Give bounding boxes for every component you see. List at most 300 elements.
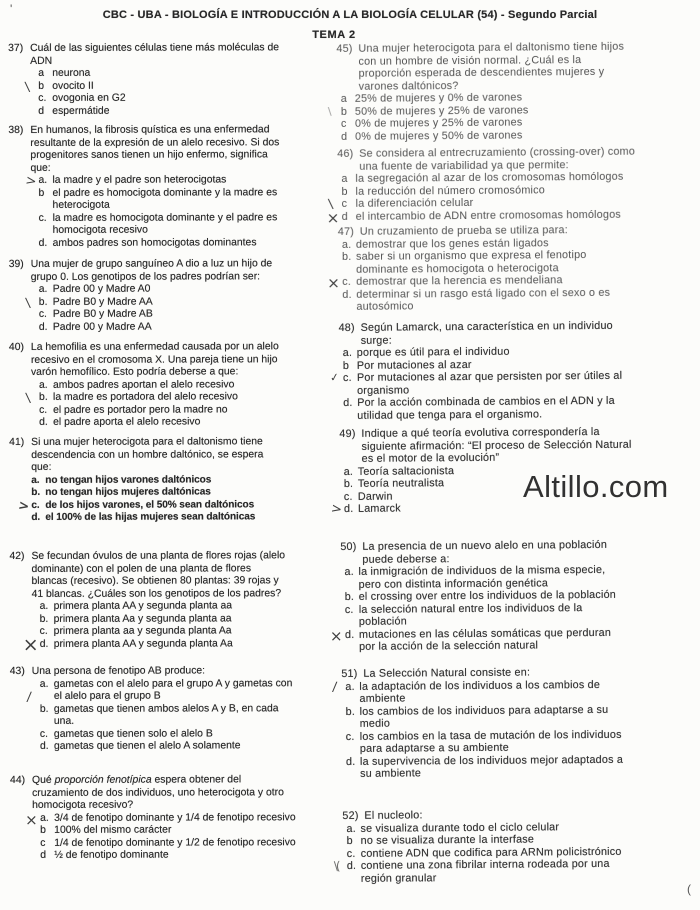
text-line: Si una mujer heterocigota para el daltonismo tiene [31, 436, 263, 448]
option-51-b [346, 703, 700, 731]
option-letter: b [342, 359, 350, 372]
options-list [329, 563, 700, 653]
option-letter: a [341, 172, 348, 185]
text-line: no tengan hijos mujeres daltónicas [45, 486, 211, 498]
option-letter: a. [345, 680, 355, 693]
question-number: 52) [342, 809, 359, 822]
text-line: los cambios en la tasa de mutación de los individuos [359, 728, 622, 743]
text-line: una. [53, 715, 75, 727]
text-line: blancas (recesivo). Se obtienen 80 plantas: 39 rojas y [31, 575, 279, 587]
text-line: homocigota recesivo? [32, 799, 134, 811]
text-line: por la acción de la selección natural [359, 639, 539, 653]
text-line: resultante de la expresión de un alelo recesivo. Si dos [30, 136, 280, 149]
text-line: Se considera al entrecruzamiento (crossing-over) como [359, 145, 636, 160]
option-letter: a [38, 67, 44, 79]
options-list [24, 283, 337, 334]
question-stem [30, 124, 336, 175]
altillo-watermark: Altillo.com [523, 469, 669, 504]
option-text [54, 678, 338, 704]
text-line: homocigota recesivo [52, 224, 148, 236]
handwritten-answer-mark: \( [333, 859, 339, 874]
handwritten-answer-mark: × [22, 633, 39, 656]
text-line [32, 774, 338, 787]
question-stem [359, 145, 699, 173]
question-46 [326, 145, 700, 227]
option-text [45, 511, 337, 524]
text-line: surge: [360, 334, 392, 347]
text-line: Según Lamarck, una característica en un individuo [360, 319, 613, 334]
text-line: Cuál de las siguientes células tiene más moléculas de [30, 42, 280, 54]
question-number: 42) [9, 550, 25, 562]
text-line: el 100% de las hijas mujeres sean daltónicas [45, 511, 256, 523]
text-line: Padre 00 y Madre AA [52, 321, 152, 333]
text-line: contiene ADN que codifica para ARNm policistrónico [360, 845, 622, 860]
option-letter: b. [341, 250, 352, 263]
question-stem [30, 42, 336, 68]
text-line: puede deberse a: [362, 552, 450, 566]
option-41-c [17, 497, 337, 515]
question-44 [10, 774, 338, 862]
handwritten-answer-mark: \ [24, 79, 31, 95]
question-41 [9, 436, 337, 524]
option-44-a [25, 810, 338, 829]
text-line: la diferenciación celular [355, 196, 474, 210]
handwritten-answer-mark: \ [327, 104, 332, 118]
text-line: ovogonia en G2 [52, 92, 126, 104]
option-text [45, 486, 337, 499]
question-number: 51) [341, 667, 358, 680]
italic-text: proporción fenotípica [54, 774, 152, 786]
questions-column-left [8, 0, 341, 910]
option-40-d [39, 416, 337, 429]
question-47 [327, 223, 700, 313]
option-letter: b. [31, 486, 41, 498]
exam-subtitle: TEMA 2 [312, 29, 356, 41]
option-text [357, 369, 700, 397]
option-text [53, 379, 337, 392]
option-text [54, 638, 338, 651]
option-44-d [40, 849, 338, 862]
text-line: ADN [30, 55, 53, 67]
option-text [52, 105, 336, 118]
option-44-c [40, 837, 338, 850]
option-47-d [342, 286, 700, 314]
option-text [360, 703, 700, 731]
text-line: 1/4 de fenotipo dominante y 1/2 de fenotipo recesivo [54, 836, 296, 849]
option-text [53, 416, 337, 429]
text-line: cruzamiento de dos individuos, uno heterocigota y otro [32, 786, 284, 799]
option-text [52, 174, 336, 187]
option-letter: c. [31, 499, 40, 511]
text-line: gametas que tienen el alelo A solamente [53, 740, 241, 752]
option-letter: c. [342, 275, 352, 288]
text-line: progenitores sanos tienen un hijo enfermo, significa [30, 149, 268, 161]
option-45-d [341, 128, 699, 143]
text-line: medio [359, 717, 391, 730]
options-list [331, 678, 700, 781]
handwritten-answer-mark: / [331, 679, 338, 695]
text-segment: Qué [32, 774, 55, 786]
question-number: 45) [336, 42, 353, 55]
option-letter: b [346, 834, 353, 847]
question-row [9, 341, 337, 379]
option-text [52, 67, 336, 80]
text-line: primera planta AA y segunda planta Aa [53, 637, 233, 650]
option-letter: a. [31, 474, 40, 486]
option-text [52, 80, 336, 93]
text-line: neurona [52, 67, 91, 79]
text-line: Por mutaciones al azar que persisten por ser útiles al [356, 369, 623, 384]
option-letter: a [340, 92, 348, 105]
option-text [53, 283, 337, 296]
text-line: no se visualiza durante la interfase [360, 833, 535, 847]
option-letter: b. [38, 296, 48, 308]
option-48-c [329, 369, 700, 397]
options-list [333, 820, 700, 885]
option-letter: d. [39, 740, 49, 752]
handwritten-answer-mark: × [25, 810, 38, 829]
option-50-a [344, 563, 700, 591]
question-stem [31, 436, 337, 474]
option-37-d [38, 105, 336, 118]
option-text [356, 286, 700, 314]
question-number: 47) [337, 225, 355, 238]
handwritten-answer-mark: > [24, 173, 38, 190]
text-line: Lamarck [357, 502, 401, 515]
handwritten-answer-mark: × [329, 626, 343, 645]
option-letter: b [38, 187, 45, 199]
text-line: 41 blancas. ¿Cuáles son los genotipos de los padres? [31, 587, 282, 600]
option-letter: c. [344, 603, 354, 616]
option-38-d [39, 237, 337, 250]
text-line: ambos padres aportan el alelo recesivo [52, 378, 235, 391]
option-text [360, 753, 700, 781]
text-line: el alelo para el grupo B [53, 690, 161, 702]
question-stem [362, 538, 700, 566]
options-list [25, 810, 338, 863]
scan-artifact: ' [10, 2, 13, 16]
option-42-b [40, 613, 338, 626]
text-line: Se fecundan óvulos de una planta de flores rojas (alelo [31, 550, 286, 562]
option-38-a [24, 173, 336, 190]
option-letter: c [40, 837, 46, 849]
option-42-d [22, 633, 338, 656]
text-line: El nucleolo: [364, 809, 423, 822]
question-stem [361, 319, 700, 347]
option-52-d [333, 857, 700, 885]
option-text [357, 394, 700, 422]
option-letter: a. [39, 600, 49, 612]
option-text [356, 208, 700, 223]
options-list [24, 67, 336, 118]
question-row [337, 145, 699, 173]
option-text [54, 740, 338, 753]
option-40-c [39, 404, 337, 417]
option-43-d [40, 740, 338, 753]
option-43-a [26, 677, 338, 706]
text-line: para adaptarse a su ambiente [359, 741, 509, 755]
option-text [54, 613, 338, 626]
question-48 [329, 319, 700, 422]
option-39-c [39, 308, 337, 321]
handwritten-answer-mark: \ [327, 196, 335, 213]
option-text [53, 296, 337, 309]
text-line: que: [31, 461, 52, 473]
option-letter: b. [344, 590, 355, 603]
options-list [26, 677, 338, 754]
question-number: 49) [339, 427, 356, 440]
text-line: 100% del mismo carácter [54, 824, 172, 836]
options-list [327, 236, 700, 314]
option-50-d [329, 626, 700, 654]
text-line: La presencia de un nuevo alelo en una población [362, 538, 608, 553]
text-line: 0% de mujeres y 25% de varones [354, 116, 523, 130]
question-51 [331, 665, 700, 780]
question-39 [9, 258, 337, 334]
option-44-b [40, 824, 338, 837]
option-letter: d. [342, 288, 352, 301]
question-row [339, 319, 700, 347]
option-letter: b. [39, 613, 49, 625]
text-line: Por la acción combinada de cambios en el ADN y la [357, 394, 615, 409]
option-letter: d [341, 130, 348, 143]
question-40 [9, 341, 337, 429]
option-letter: d. [345, 755, 356, 768]
option-text [54, 625, 338, 638]
option-letter: d. [31, 511, 41, 523]
option-text [53, 391, 337, 404]
text-line: heterocigota [52, 199, 110, 211]
question-row [9, 258, 337, 284]
question-stem [32, 665, 338, 678]
text-line: Darwin [357, 490, 393, 503]
option-42-a [40, 600, 338, 613]
text-line: dominante es homocigota o heterocigota [356, 261, 559, 276]
option-letter: d [40, 849, 47, 861]
option-41-b [31, 486, 337, 499]
option-letter: c [340, 117, 347, 130]
text-line: grupo 0. Los genotipos de los padres podrían ser: [30, 270, 261, 283]
text-line: el padre es portador pero la madre no [53, 403, 228, 416]
text-line: varón hemofílico. Esto podría deberse a que: [30, 366, 239, 378]
question-row [9, 436, 337, 474]
option-letter: c. [38, 212, 47, 224]
option-text [355, 128, 699, 143]
question-number: 46) [337, 147, 354, 160]
question-number: 39) [8, 258, 24, 270]
text-line: Padre B0 y Madre AB [52, 308, 153, 320]
option-text [54, 824, 338, 837]
option-letter: d. [344, 628, 355, 641]
scan-artifact: ( [687, 882, 691, 896]
option-letter: b. [39, 703, 49, 715]
option-41-d [31, 511, 337, 524]
option-text [54, 812, 338, 825]
option-text [54, 600, 338, 613]
question-45 [327, 40, 699, 143]
option-letter: d. [39, 416, 48, 428]
option-text [356, 248, 700, 276]
text-line: demostrar que los genes están ligados [355, 236, 549, 251]
text-line: dominante) con el polen de una planta de flores [31, 562, 252, 575]
options-list [17, 473, 337, 525]
option-47-b [342, 248, 700, 276]
text-line: siguiente afirmación: “El proceso de Selección Natural [361, 438, 632, 453]
option-letter: a. [40, 812, 49, 824]
text-line: Teoría neutralista [357, 477, 445, 490]
text-line: Indique a qué teoría evolutiva correspondería la [361, 425, 600, 440]
option-text [359, 678, 700, 706]
option-text [52, 92, 336, 105]
option-letter: d. [346, 859, 357, 872]
option-39-d [39, 321, 337, 334]
option-50-c [345, 601, 700, 629]
option-letter: a. [39, 678, 49, 690]
text-line: Teoría saltacionista [357, 464, 455, 478]
text-line: la inmigración de individuos de la misma especie, [358, 563, 606, 578]
option-text [54, 703, 338, 729]
text-line: gametas que tienen ambos alelos A y B, en cada [53, 702, 279, 715]
option-letter: c. [39, 404, 48, 416]
text-line: Por mutaciones al azar [356, 358, 472, 372]
text-line: utilidad que tenga para el organismo. [357, 407, 543, 422]
options-list [25, 378, 337, 430]
option-46-d [326, 208, 700, 227]
text-line: contiene una zona fibrilar interna rodeada por una [360, 857, 610, 872]
text-line: la supervivencia de los individuos mejor adaptados a [359, 753, 624, 768]
text-line: 3/4 de fenotipo dominante y 1/4 de fenotipo recesivo [54, 811, 296, 824]
text-line: que: [30, 162, 51, 174]
option-letter: b. [343, 477, 354, 490]
question-stem [32, 774, 338, 812]
option-letter: d. [38, 237, 48, 249]
option-letter: d [341, 210, 348, 223]
text-line: 0% de mujeres y 50% de varones [355, 129, 523, 143]
option-39-a [39, 283, 337, 296]
text-line: ½ de fenotipo dominante [54, 849, 169, 861]
option-letter: b. [345, 705, 356, 718]
option-39-b [24, 295, 337, 311]
question-row [340, 538, 700, 566]
option-letter: b [40, 824, 46, 836]
text-line: Padre 00 y Madre A0 [52, 283, 151, 295]
option-43-b [40, 703, 338, 729]
option-37-b [24, 79, 336, 95]
option-letter: a. [38, 283, 48, 295]
text-line: la madre y el padre son heterocigotas [52, 174, 227, 186]
text-line: En humanos, la fibrosis quística es una enfermedad [30, 124, 270, 136]
option-letter: b [38, 80, 45, 92]
question-42 [9, 550, 337, 656]
text-line: gametas que tienen solo el alelo B [53, 727, 213, 740]
question-row [336, 40, 698, 93]
option-text [54, 837, 338, 850]
text-line: Un cruzamiento de prueba se utiliza para: [359, 224, 568, 238]
text-line: una fuente de variabilidad ya que permite: [359, 158, 569, 173]
option-38-b [38, 187, 336, 213]
text-line: la selección natural entre los individuos de la [358, 601, 583, 616]
handwritten-answer-mark: / [26, 689, 32, 706]
text-line: Una mujer heterocigota para el daltonismo tiene hijos [358, 40, 625, 55]
option-letter: c. [345, 730, 355, 743]
option-text [359, 626, 700, 654]
option-letter: c. [38, 308, 47, 320]
text-line: ovocito II [52, 80, 94, 92]
question-number: 43) [9, 665, 25, 677]
text-line: región granular [360, 871, 437, 885]
question-50 [329, 538, 700, 653]
question-row [9, 550, 337, 601]
option-38-c [39, 212, 337, 238]
text-line: el padre aporta el alelo recesivo [53, 416, 201, 428]
question-stem [358, 40, 698, 93]
option-text [45, 499, 337, 512]
option-letter: d. [39, 638, 49, 650]
option-letter: c. [346, 847, 356, 860]
option-41-a [31, 474, 337, 487]
text-line: primera planta AA y segunda planta aa [53, 600, 233, 612]
text-line: la segregación al azar de los cromosomas homólogos [355, 170, 624, 185]
option-text [53, 321, 337, 334]
text-line: organismo [357, 383, 410, 397]
text-line: La Selección Natural consiste en: [363, 666, 531, 680]
question-52 [333, 807, 700, 885]
question-stem [31, 550, 337, 601]
text-line: es el motor de la evolución” [361, 451, 500, 465]
handwritten-answer-mark: > [17, 497, 31, 515]
text-line: la madre es homocigota dominante y el padre es [52, 211, 278, 224]
text-line: mutaciones en las células somáticas que perduran [358, 626, 612, 641]
question-number: 41) [9, 436, 25, 448]
text-line: Una persona de fenotipo AB produce: [31, 665, 206, 677]
options-list [22, 600, 338, 656]
text-line: 50% de mujeres y 25% de varones [354, 103, 529, 118]
option-letter: c [341, 197, 348, 210]
text-line: recesivo en el cromosoma X. Una pareja tiene un hijo [30, 353, 278, 366]
text-line: se visualiza durante todo el ciclo celular [360, 820, 560, 835]
text-line: los cambios de los individuos para adaptarse a su [359, 703, 609, 718]
option-text [54, 728, 338, 741]
text-line: su ambiente [360, 767, 422, 780]
option-51-a [331, 678, 700, 706]
option-51-d [346, 753, 700, 781]
options-list [327, 90, 699, 143]
text-line: porque es útil para el individuo [356, 345, 510, 359]
option-letter: a. [343, 465, 354, 478]
question-43 [10, 665, 338, 753]
option-51-c [346, 728, 700, 756]
options-list [329, 344, 700, 422]
question-number: 38) [8, 124, 24, 136]
option-text [52, 187, 336, 213]
option-letter: a. [344, 565, 354, 578]
question-37 [8, 42, 336, 118]
text-line: primera planta Aa y segunda planta aa [53, 612, 232, 625]
option-letter: c. [342, 371, 352, 384]
option-letter: b [341, 185, 348, 198]
option-text [54, 849, 338, 862]
text-line: población [358, 615, 407, 628]
text-line: saber si un organismo que expresa el fenotipo [355, 249, 587, 263]
text-line: primera planta aa y segunda planta Aa [53, 625, 232, 637]
option-letter: d. [38, 321, 48, 333]
question-row [10, 665, 338, 678]
option-letter: b. [39, 391, 48, 403]
option-text [53, 237, 337, 250]
question-stem [31, 341, 337, 379]
question-number: 40) [8, 341, 24, 353]
question-number: 44) [10, 774, 26, 786]
